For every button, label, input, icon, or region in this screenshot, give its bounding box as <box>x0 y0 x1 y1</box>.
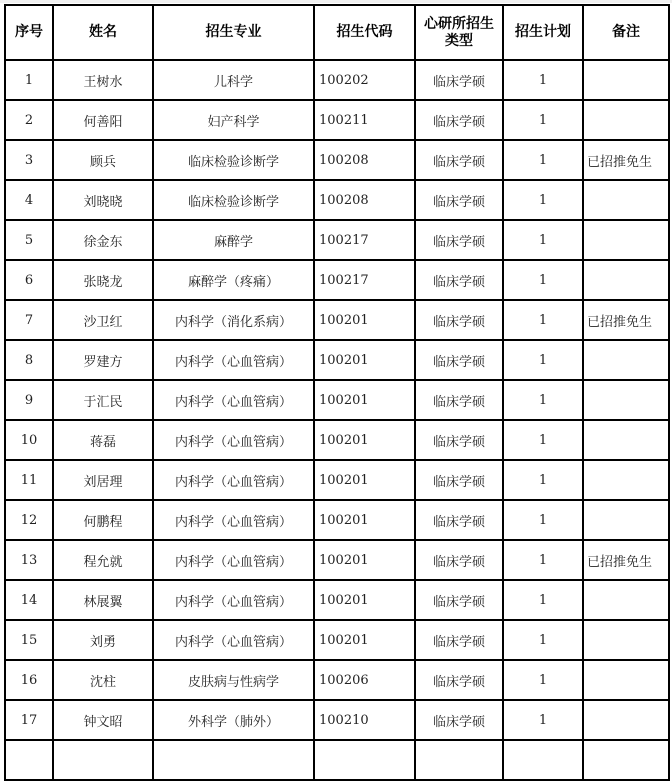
cell-note <box>583 60 669 100</box>
cell-name: 程允就 <box>53 540 153 580</box>
cell-note <box>583 100 669 140</box>
table-row <box>5 300 669 340</box>
table-row <box>5 460 669 500</box>
cell-note <box>583 420 669 460</box>
cell-plan: 1 <box>503 220 583 260</box>
cell-type: 临床学硕 <box>415 220 503 260</box>
cell-code: 100201 <box>314 620 415 660</box>
cell-plan: 1 <box>503 60 583 100</box>
cell-type: 临床学硕 <box>415 100 503 140</box>
cell-code: 100201 <box>314 580 415 620</box>
cell-major: 内科学（心血管病） <box>153 500 314 540</box>
cell-major: 内科学（心血管病） <box>153 340 314 380</box>
cell-name: 张晓龙 <box>53 260 153 300</box>
cell-major: 妇产科学 <box>153 100 314 140</box>
cell-type: 临床学硕 <box>415 420 503 460</box>
cell-plan: 1 <box>503 380 583 420</box>
cell-note: 已招推免生 <box>583 140 669 180</box>
cell-note <box>583 460 669 500</box>
cell-type: 临床学硕 <box>415 660 503 700</box>
cell-major: 内科学（消化系病） <box>153 300 314 340</box>
cell-note <box>583 380 669 420</box>
cell-major: 内科学（心血管病） <box>153 380 314 420</box>
cell-no: 15 <box>5 620 53 660</box>
cell-no: 16 <box>5 660 53 700</box>
cell-no: 10 <box>5 420 53 460</box>
cell-name: 徐金东 <box>53 220 153 260</box>
cell-name: 王树水 <box>53 60 153 100</box>
cell-no: 5 <box>5 220 53 260</box>
table-row <box>5 500 669 540</box>
cell-name: 沈柱 <box>53 660 153 700</box>
cell-major: 儿科学 <box>153 60 314 100</box>
table-row <box>5 180 669 220</box>
cell-code: 100201 <box>314 500 415 540</box>
cell-name: 沙卫红 <box>53 300 153 340</box>
cell-no: 7 <box>5 300 53 340</box>
header-plan: 招生计划 <box>503 5 583 60</box>
table-body <box>5 60 669 780</box>
cell-type: 临床学硕 <box>415 60 503 100</box>
cell-major: 外科学（肺外） <box>153 700 314 740</box>
cell-note <box>583 620 669 660</box>
cell-name <box>53 740 153 780</box>
cell-type: 临床学硕 <box>415 460 503 500</box>
cell-note <box>583 660 669 700</box>
cell-note <box>583 220 669 260</box>
cell-type: 临床学硕 <box>415 580 503 620</box>
cell-name: 蒋磊 <box>53 420 153 460</box>
cell-name: 罗建方 <box>53 340 153 380</box>
cell-plan: 1 <box>503 660 583 700</box>
cell-name: 顾兵 <box>53 140 153 180</box>
header-code: 招生代码 <box>314 5 415 60</box>
header-name: 姓名 <box>53 5 153 60</box>
cell-code: 100208 <box>314 140 415 180</box>
cell-note <box>583 260 669 300</box>
cell-no <box>5 740 53 780</box>
cell-code: 100201 <box>314 380 415 420</box>
table-row <box>5 660 669 700</box>
cell-note <box>583 740 669 780</box>
cell-plan: 1 <box>503 620 583 660</box>
cell-code: 100201 <box>314 540 415 580</box>
table-row <box>5 340 669 380</box>
cell-no: 9 <box>5 380 53 420</box>
cell-type <box>415 740 503 780</box>
cell-code: 100210 <box>314 700 415 740</box>
cell-major: 内科学（心血管病） <box>153 580 314 620</box>
table-row <box>5 700 669 740</box>
header-type-line1: 心研所招生 <box>424 15 494 32</box>
admissions-table <box>4 4 670 781</box>
cell-no: 3 <box>5 140 53 180</box>
table-row <box>5 620 669 660</box>
table-row <box>5 540 669 580</box>
cell-major: 内科学（心血管病） <box>153 420 314 460</box>
cell-no: 13 <box>5 540 53 580</box>
cell-note <box>583 500 669 540</box>
cell-major: 麻醉学（疼痛） <box>153 260 314 300</box>
cell-no: 1 <box>5 60 53 100</box>
table-row <box>5 220 669 260</box>
cell-plan: 1 <box>503 580 583 620</box>
cell-plan: 1 <box>503 260 583 300</box>
cell-type: 临床学硕 <box>415 140 503 180</box>
cell-plan: 1 <box>503 500 583 540</box>
cell-type: 临床学硕 <box>415 340 503 380</box>
cell-no: 17 <box>5 700 53 740</box>
cell-type: 临床学硕 <box>415 380 503 420</box>
cell-code: 100202 <box>314 60 415 100</box>
cell-name: 刘居理 <box>53 460 153 500</box>
header-note: 备注 <box>583 5 669 60</box>
cell-note <box>583 340 669 380</box>
cell-note: 已招推免生 <box>583 300 669 340</box>
cell-type: 临床学硕 <box>415 700 503 740</box>
cell-plan: 1 <box>503 540 583 580</box>
cell-major: 内科学（心血管病） <box>153 460 314 500</box>
cell-plan: 1 <box>503 420 583 460</box>
cell-code: 100201 <box>314 300 415 340</box>
cell-major <box>153 740 314 780</box>
cell-plan: 1 <box>503 300 583 340</box>
cell-no: 12 <box>5 500 53 540</box>
cell-major: 临床检验诊断学 <box>153 180 314 220</box>
cell-type: 临床学硕 <box>415 620 503 660</box>
cell-type: 临床学硕 <box>415 300 503 340</box>
cell-name: 刘晓晓 <box>53 180 153 220</box>
cell-plan: 1 <box>503 700 583 740</box>
cell-no: 14 <box>5 580 53 620</box>
cell-code: 100201 <box>314 340 415 380</box>
table-row <box>5 60 669 100</box>
cell-name: 何善阳 <box>53 100 153 140</box>
header-major: 招生专业 <box>153 5 314 60</box>
cell-no: 4 <box>5 180 53 220</box>
cell-name: 于汇民 <box>53 380 153 420</box>
cell-note: 已招推免生 <box>583 540 669 580</box>
cell-code: 100201 <box>314 460 415 500</box>
cell-no: 6 <box>5 260 53 300</box>
table-row <box>5 580 669 620</box>
cell-name: 何鹏程 <box>53 500 153 540</box>
cell-type: 临床学硕 <box>415 500 503 540</box>
cell-plan: 1 <box>503 460 583 500</box>
cell-type: 临床学硕 <box>415 540 503 580</box>
cell-code: 100217 <box>314 260 415 300</box>
cell-note <box>583 180 669 220</box>
header-type <box>415 5 503 60</box>
cell-plan: 1 <box>503 140 583 180</box>
page-top-edge <box>0 0 672 3</box>
cell-plan: 1 <box>503 100 583 140</box>
cell-major: 皮肤病与性病学 <box>153 660 314 700</box>
cell-code: 100201 <box>314 420 415 460</box>
cell-note <box>583 700 669 740</box>
table-row <box>5 380 669 420</box>
cell-no: 2 <box>5 100 53 140</box>
table-row <box>5 140 669 180</box>
cell-name: 刘勇 <box>53 620 153 660</box>
cell-code: 100217 <box>314 220 415 260</box>
cell-plan: 1 <box>503 340 583 380</box>
cell-type: 临床学硕 <box>415 180 503 220</box>
cell-code: 100208 <box>314 180 415 220</box>
table-row <box>5 420 669 460</box>
cell-code <box>314 740 415 780</box>
cell-major: 内科学（心血管病） <box>153 620 314 660</box>
header-row <box>5 5 669 60</box>
cell-no: 8 <box>5 340 53 380</box>
cell-major: 内科学（心血管病） <box>153 540 314 580</box>
cell-major: 麻醉学 <box>153 220 314 260</box>
cell-plan <box>503 740 583 780</box>
cell-note <box>583 580 669 620</box>
cell-name: 钟文昭 <box>53 700 153 740</box>
cell-code: 100211 <box>314 100 415 140</box>
header-no: 序号 <box>5 5 53 60</box>
cell-plan: 1 <box>503 180 583 220</box>
cell-major: 临床检验诊断学 <box>153 140 314 180</box>
cell-type: 临床学硕 <box>415 260 503 300</box>
cell-code: 100206 <box>314 660 415 700</box>
cell-no: 11 <box>5 460 53 500</box>
table-row <box>5 100 669 140</box>
table-row <box>5 260 669 300</box>
header-type-line2: 类型 <box>445 32 473 49</box>
cell-name: 林展翼 <box>53 580 153 620</box>
table-row <box>5 740 669 780</box>
